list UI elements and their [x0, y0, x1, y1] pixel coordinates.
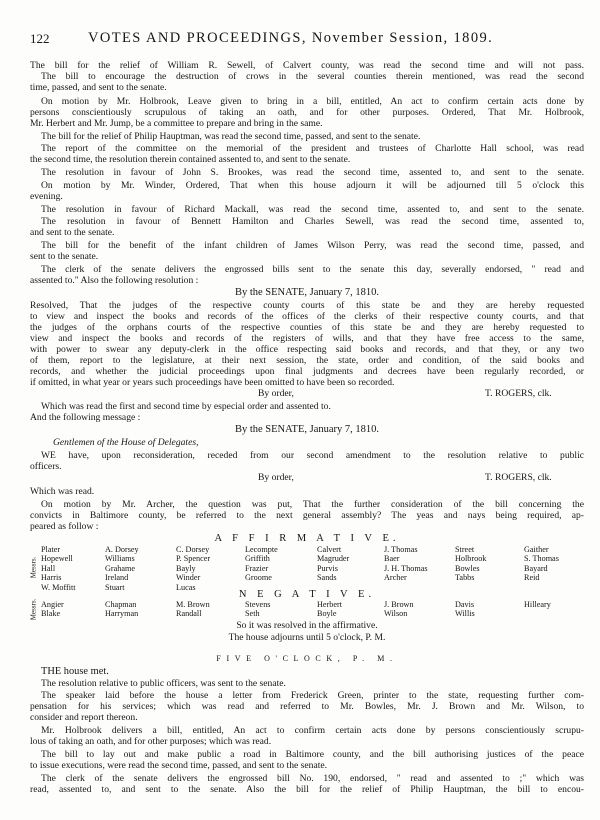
roll-call-name: Frazier — [245, 563, 269, 573]
text-line: The resolution in favour of Bennett Hamilton and Charles Sewell, was read the second time, assented to, — [41, 216, 584, 227]
text-line: The speaker laid before the house a letter from Frederick Green, printer to the state, requesting further com- — [41, 690, 584, 701]
text-line: Which was read. — [30, 486, 95, 497]
roll-call-name: Holbrook — [455, 554, 487, 564]
salutation: Gentlemen of the House of Delegates, — [53, 437, 199, 448]
text-line: to view and inspect the books and records of the offices of the clerks of their respective county courts, and that — [30, 311, 584, 322]
roll-call-name: Bayly — [176, 563, 196, 573]
text-line: peared as follow : — [30, 521, 99, 532]
roll-call-name: Bayard — [524, 563, 548, 573]
text-line: sent to the senate. — [30, 251, 99, 262]
roll-call-name: Randall — [176, 609, 202, 619]
roll-call-name: Tabbs — [455, 573, 475, 583]
text-line: The bill for the benefit of the infant children of James Wilson Perry, was read the second time, passed, and — [41, 240, 584, 251]
roll-call-name: J. H. Thomas — [384, 563, 428, 573]
roll-call-name: Hall — [41, 563, 56, 573]
text-line: if omitted, in what year or years such proceedings have been omitted to have been so recorded. — [30, 377, 395, 388]
text-line: The resolution in favour of John S. Brookes, was read the second time, assented to, and sent to the senate. — [41, 167, 584, 178]
roll-call-name: Angier — [41, 600, 64, 609]
roll-call-name: Sands — [317, 573, 337, 583]
roll-call-name: Magruder — [317, 554, 350, 564]
text-line: The bill to encourage the destruction of crows in the several counties therein mentioned, was read the second — [41, 71, 584, 82]
text-line: The bill for the relief of William R. Sewell, of Calvert county, was read the second time and will not pass. — [30, 60, 584, 71]
text-line: consider and report thereon. — [30, 712, 138, 723]
roll-call-name: Chapman — [105, 600, 137, 609]
negative-side-label: Messrs. — [29, 598, 38, 621]
roll-call-name: Purvis — [317, 563, 338, 573]
text-line: read, assented to, and sent to the senate. Also the bill for the relief of Philip Hauptman, the bill to encou- — [30, 784, 584, 795]
roll-call-name: Hopewell — [41, 554, 73, 564]
text-line: persons conscientiously scrupulous of taking an oath, and for other purposes. Ordered, That Mr. Holbrook, — [30, 107, 584, 118]
text-line: of them, report to the legislature, at their next session, the state, order and condition, of the said books and — [30, 355, 584, 366]
roll-call-name: Groome — [245, 573, 272, 583]
text-line: The bill for the relief of Philip Hauptman, was read the second time, passed, and sent to the senate. — [41, 131, 421, 142]
roll-call-name: Wilson — [384, 609, 408, 619]
text-line: convicts in Baltimore county, be referred to the next general assembly? The yeas and nays being required, ap- — [30, 510, 584, 521]
text-line: On motion by Mr. Archer, the question was put, That the further consideration of the bill concerning the — [41, 499, 584, 510]
affirmative-heading: A F F I R M A T I V E. — [214, 533, 400, 544]
roll-call-name: J. Brown — [384, 600, 414, 609]
roll-call-name: A. Dorsey — [105, 545, 139, 554]
roll-call-name: W. Moffitt — [41, 582, 76, 592]
roll-call-name: Archer — [384, 573, 407, 583]
clerk-signature: T. ROGERS, clk. — [485, 388, 552, 399]
text-line: The clerk of the senate delivers the engrossed bills sent to the senate this day, severally endorsed, " read and — [41, 264, 584, 275]
roll-call-name: Harris — [41, 573, 62, 583]
by-order: By order, — [258, 472, 294, 483]
roll-call-name: Harryman — [105, 609, 139, 619]
roll-call-name: Stevens — [245, 600, 271, 609]
text-line: The report of the committee on the memorial of the president and trustees of Charlotte Hall school, was read — [41, 143, 584, 154]
text-line: THE house met. — [41, 666, 109, 677]
senate-dateline: By the SENATE, January 7, 1810. — [234, 287, 380, 298]
adjournment-note: The house adjourns until 5 o'clock, P. M. — [228, 632, 386, 643]
text-line: assented to." Also the following resolution : — [30, 275, 199, 286]
roll-call-name: Lecompte — [245, 545, 278, 554]
roll-call-name: J. Thomas — [384, 545, 418, 554]
text-line: pensation for his services; which was read and referred to Mr. Bowles, Mr. J. Brown and Mr. Wilson, to — [30, 701, 584, 712]
roll-call-name: Gaither — [524, 545, 549, 554]
text-line: The resolution in favour of Richard Mackall, was read the second time, assented to, and sent to the senate. — [41, 204, 584, 215]
roll-call-name: Plater — [41, 545, 61, 554]
page-header — [30, 30, 586, 50]
text-line: On motion by Mr. Holbrook, Leave given to bring in a bill, entitled, An act to confirm certain acts done by — [41, 96, 584, 107]
text-line: the second time, the resolution therein contained assented to, and sent to the senate. — [30, 154, 351, 165]
roll-call-name: S. Thomas — [524, 554, 559, 564]
text-line: Mr. Herbert and Mr. Jump, be a committee to prepare and bring in the same. — [30, 118, 323, 129]
roll-call-name: M. Brown — [176, 600, 210, 609]
text-line: WE have, upon reconsideration, receded from our second amendment to the resolution relative to public — [41, 450, 584, 461]
running-title: VOTES AND PROCEEDINGS, November Session, 1809. — [88, 30, 494, 46]
text-line: time, passed, and sent to the senate. — [30, 82, 167, 93]
text-line: evening. — [30, 191, 63, 202]
roll-call-name: Ireland — [105, 573, 129, 583]
text-line: and sent to the senate. — [30, 227, 115, 238]
roll-call-name: Bowles — [455, 563, 480, 573]
text-line: with power to swear any deputy-clerk in the office respecting said books and records, and that they, or any two — [30, 344, 584, 355]
roll-call-name: Winder — [176, 573, 201, 583]
roll-call-name: P. Spencer — [176, 554, 211, 564]
text-line: the judges of the orphans courts of the respective counties of this state be and they are hereby requested to — [30, 322, 584, 333]
roll-call-name: Griffith — [245, 554, 270, 564]
roll-call-name: Blake — [41, 609, 61, 619]
page-number: 122 — [30, 31, 50, 46]
roll-call-name: Seth — [245, 609, 260, 619]
roll-call-name: Stuart — [105, 582, 125, 592]
resolution-result: So it was resolved in the affirmative. — [236, 620, 378, 631]
text-line: view and inspect the books and records of the registers of wills, and that they have free access to the same, — [30, 333, 584, 344]
roll-call-name: Boyle — [317, 609, 337, 619]
roll-call-name: Street — [455, 545, 475, 554]
roll-call-name: Herbert — [317, 600, 343, 609]
roll-call-name: Grahame — [105, 563, 136, 573]
roll-call-name: Reid — [524, 573, 540, 583]
roll-call-name: Hilleary — [524, 600, 551, 609]
roll-call-name: Calvert — [317, 545, 342, 554]
roll-call-name: Lucas — [176, 582, 196, 592]
roll-call-name: Willis — [455, 609, 475, 619]
senate-dateline: By the SENATE, January 7, 1810. — [234, 424, 380, 435]
roll-call-name: C. Dorsey — [176, 545, 210, 554]
clerk-signature: T. ROGERS, clk. — [485, 472, 552, 483]
section-heading: FIVE O'CLOCK, P. M. — [216, 654, 398, 663]
text-line: officers. — [30, 461, 62, 472]
text-line: Resolved, That the judges of the respective county courts of this state be and they are hereby requested — [30, 300, 584, 311]
affirmative-side-label: Messrs. — [29, 556, 38, 579]
text-line: lous of taking an oath, and for other purposes; which was read. — [30, 736, 272, 747]
text-line: The clerk of the senate delivers the engrossed bill No. 190, endorsed, " read and assented to ;" which was — [41, 773, 584, 784]
text-line: The resolution relative to public officers, was sent to the senate. — [41, 678, 286, 689]
text-line: The bill to lay out and make public a road in Baltimore county, and the bill authorising justices of the peace — [41, 749, 584, 760]
by-order: By order, — [258, 388, 294, 399]
text-line: And the following message : — [30, 412, 141, 423]
text-line: On motion by Mr. Winder, Ordered, That when this house adjourn it will be adjourned till 5 o'clock this — [41, 180, 584, 191]
roll-call-name: Williams — [105, 554, 135, 564]
text-line: records, and whether the judicial proceedings upon final judgments and decrees have been regularly recorded, or — [30, 366, 584, 377]
text-line: to issue executions, were read the second time, passed, and sent to the senate. — [30, 760, 328, 771]
text-line: Which was read the first and second time by especial order and assented to. — [41, 401, 331, 412]
text-line: Mr. Holbrook delivers a bill, entitled, An act to confirm certain acts done by persons conscientiously scrupu- — [41, 725, 584, 736]
roll-call-name: Davis — [455, 600, 475, 609]
roll-call-name: Baer — [384, 554, 400, 564]
negative-heading: N E G A T I V E. — [238, 589, 376, 600]
